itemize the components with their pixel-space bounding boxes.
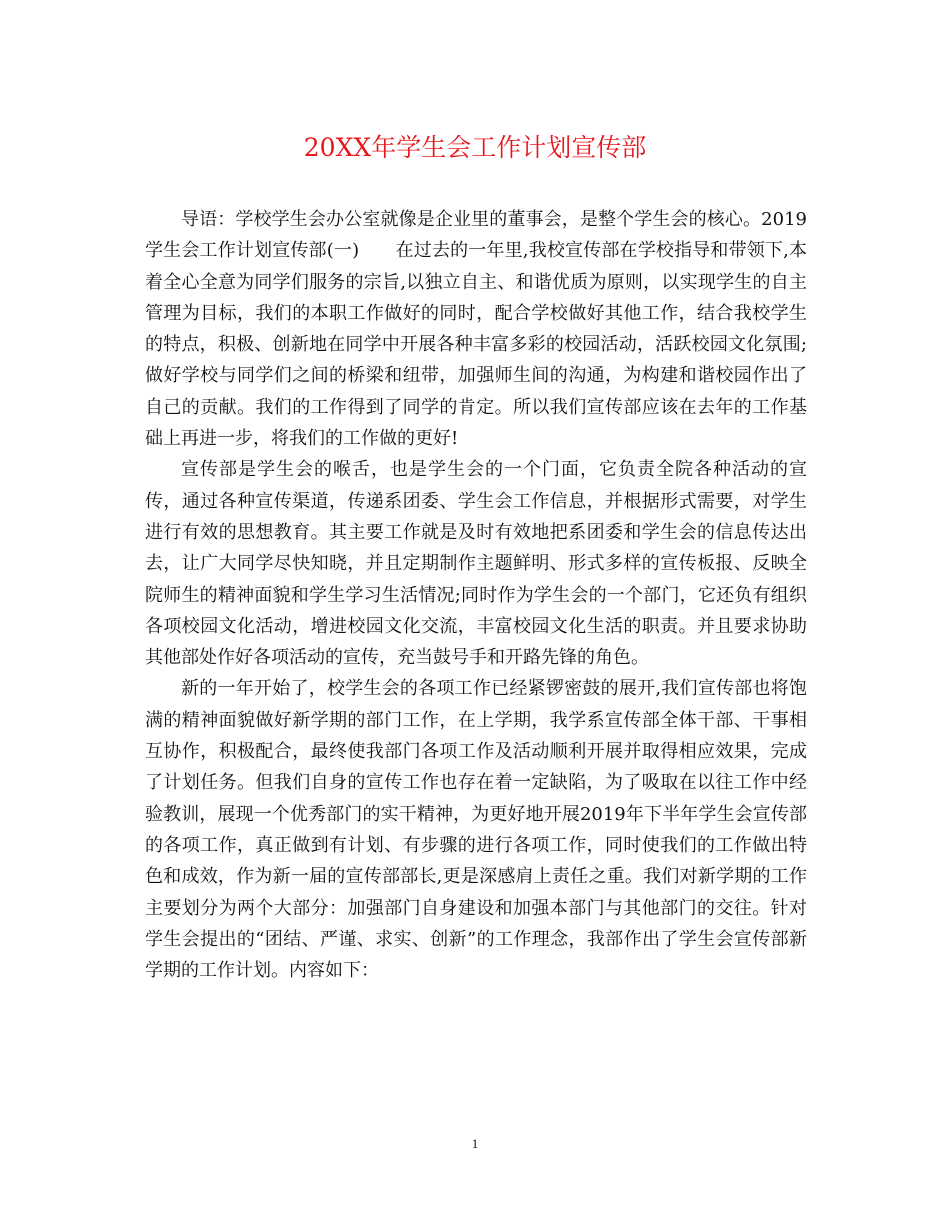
document-body: [145, 204, 807, 986]
paragraph-role: 宣传部是学生会的喉舌，也是学生会的一个门面，它负责全院各种活动的宣传，通过各种宣传渠道，传递系团委、学生会工作信息，并根据形式需要，对学生进行有效的思想教育。其主要工作就是及时有效地把系团委和学生会的信息传达出去，让广大同学尽快知晓，并且定期制作主题鲜明、形式多样的宣传板报、反映全院师生的精神面貌和学生学习生活情况;同时作为学生会的一个部门，它还负有组织各项校园文化活动，增进校园文化交流，丰富校园文化生活的职责。并且要求协助其他部处作好各项活动的宣传，充当鼓号手和开路先锋的角色。: [145, 459, 807, 669]
page-number: 1: [471, 1136, 479, 1151]
paragraph-intro: 导语：学校学生会办公室就像是企业里的董事会，是整个学生会的核心。2019学生会工作计划宣传部(一) 在过去的一年里,我校宣传部在学校指导和带领下,本着全心全意为同学们服务的宗旨,以独立自主、和谐优质为原则，以实现学生的自主管理为目标，我们的本职工作做好的同时，配合学校做好其他工作，结合我校学生的特点，积极、创新地在同学中开展各种丰富多彩的校园活动，活跃校园文化氛围;做好学校与同学们之间的桥梁和纽带，加强师生间的沟通，为构建和谐校园作出了自己的贡献。我们的工作得到了同学的肯定。所以我们宣传部应该在去年的工作基础上再进一步，将我们的工作做的更好!: [145, 209, 807, 450]
document-title: 20XX年学生会工作计划宣传部: [303, 133, 647, 162]
paragraph-plan: 新的一年开始了，校学生会的各项工作已经紧锣密鼓的展开,我们宣传部也将饱满的精神面貌做好新学期的部门工作，在上学期，我学系宣传部全体干部、干事相互协作，积极配合，最终使我部门各项工作及活动顺利开展并取得相应效果，完成了计划任务。但我们自身的宣传工作也存在着一定缺陷，为了吸取在以往工作中经验教训，展现一个优秀部门的实干精神，为更好地开展2019年下半年学生会宣传部的各项工作，真正做到有计划、有步骤的进行各项工作，同时使我们的工作做出特色和成效，作为新一届的宣传部部长,更是深感肩上责任之重。我们对新学期的工作主要划分为两个大部分：加强部门自身建设和加强本部门与其他部门的交往。针对学生会提出的“团结、严谨、求实、创新”的工作理念，我部作出了学生会宣传部新学期的工作计划。内容如下：: [145, 678, 807, 982]
